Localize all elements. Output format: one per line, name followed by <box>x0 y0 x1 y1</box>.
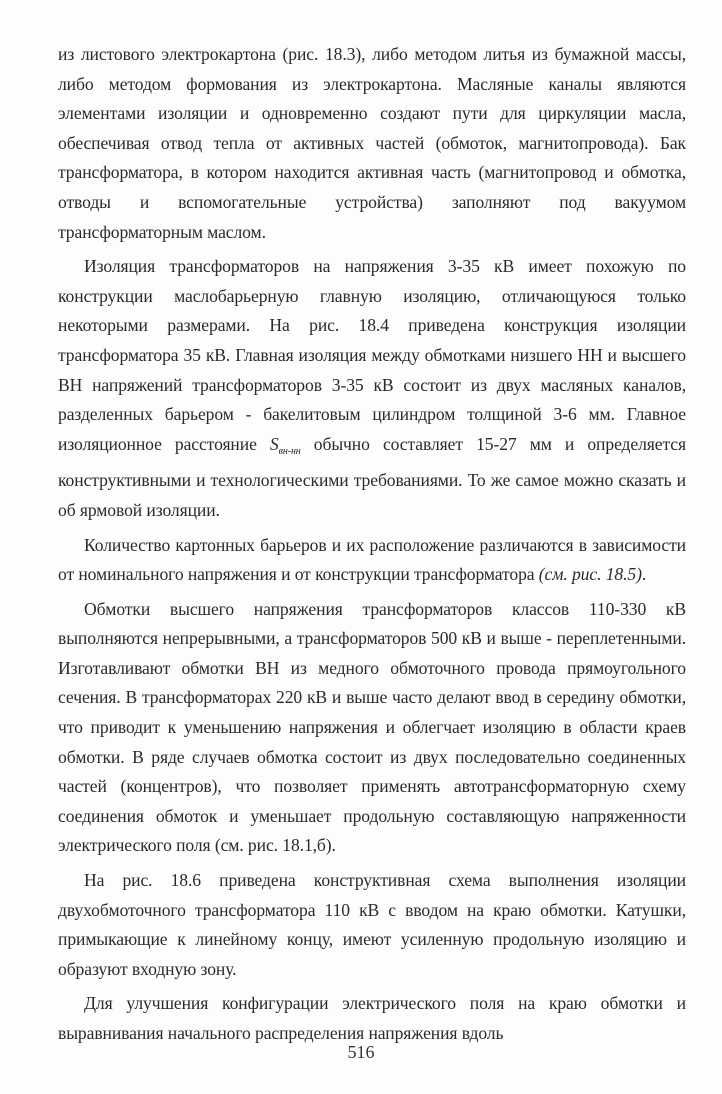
paragraph-6 <box>58 989 686 1048</box>
paragraph-2-text-b: обычно составляет 15-27 мм и определяется конструктивными и технологическими требованиями. То же самое можно сказать и об ярмовой изоляции. <box>58 433 686 520</box>
paragraph-5-text: На рис. 18.6 приведена конструктивная схема выполнения изоляции двухобмоточного трансформатора 110 кВ с вводом на краю обмотки. Катушки, примыкающие к линейному концу, имеют усиленную продольную изоляцию и образуют входную зону. <box>58 870 686 979</box>
paragraph-6-text: Для улучшения конфигурации электрического поля на краю обмотки и выравнивания начального распределения напряжения вдоль <box>58 993 686 1043</box>
paragraph-4 <box>58 595 686 861</box>
paragraph-3-text-b: . <box>641 564 647 585</box>
page-body <box>58 40 686 1054</box>
paragraph-2 <box>58 252 686 525</box>
paragraph-3-text-a: Количество картонных барьеров и их расположение различаются в зависимости от номинального напряжения и от конструкции трансформатора <box>58 534 686 585</box>
paragraph-5 <box>58 866 686 984</box>
insulation-distance-symbol: S <box>269 433 279 454</box>
page-number: 516 <box>347 1042 375 1062</box>
paragraph-2-text-a: Изоляция трансформаторов на напряжения 3-35 кВ имеет похожую по конструкции маслобарьерную главную изоляцию, отличающуюся только некоторыми размерами. На рис. 18.4 приведена конструкция изоляции трансформатора 35 кВ. Главная изоляция между обмотками низшего НН и высшего ВН напряжений трансформаторов 3-35 кВ состоит из двух масляных каналов, разделенных барьером - бакелитовым цилиндром толщиной 3-6 мм. Главное изоляционное расстояние <box>58 256 686 454</box>
paragraph-3 <box>58 531 686 590</box>
paragraph-4-text: Обмотки высшего напряжения трансформаторов классов 110-330 кВ выполняются непрерывными, а трансформаторов 500 кВ и выше - переплетенными. Изготавливают обмотки ВН из медного обмоточного провода прямоугольного сечения. В трансформаторах 220 кВ и выше часто делают ввод в середину обмотки, что приводит к уменьшению напряжения и облегчает изоляцию в области краев обмотки. В ряде случаев обмотка состоит из двух последовательно соединенных частей (концентров), что позволяет применять автотрансформаторную схему соединения обмоток и уменьшает продольную составляющую напряженности электрического поля (см. рис. 18.1,б). <box>58 598 686 856</box>
figure-reference: (см. рис. 18.5) <box>538 564 642 585</box>
paragraph-1-text: из листового электрокартона (рис. 18.3), либо методом литья из бумажной массы, либо методом формования из электрокартона. Масляные каналы являются элементами изоляции и одновременно создают пути для циркуляции масла, обеспечивая отвод тепла от активных частей (обмоток, магнитопровода). Бак трансформатора, в котором находится активная часть (магнитопровод и обмотка, отводы и вспомогательные устройства) заполняют под вакуумом трансформаторным маслом. <box>58 44 686 242</box>
insulation-distance-subscript: вн-нн <box>278 445 301 457</box>
paragraph-1 <box>58 40 686 247</box>
